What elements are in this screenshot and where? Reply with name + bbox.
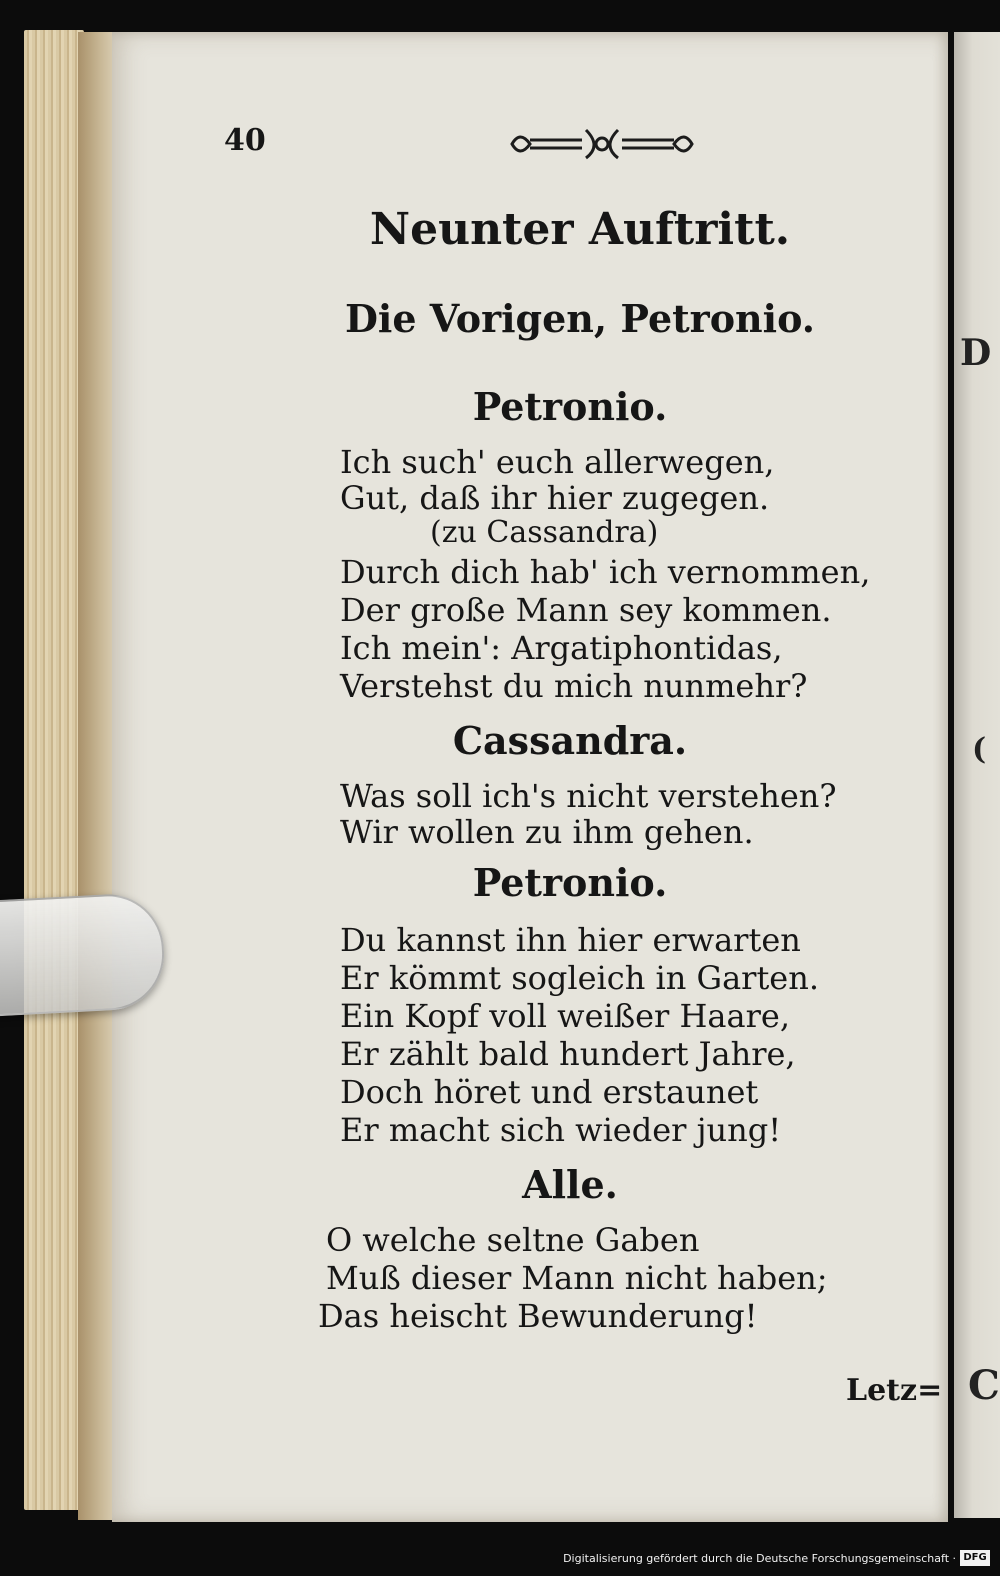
adjacent-page-glyph: C [968, 1362, 1000, 1409]
verse-line: Wir wollen zu ihm gehen. [340, 813, 754, 851]
verse-line: Gut, daß ihr hier zugegen. [340, 479, 770, 517]
dfg-logo: DFG [960, 1550, 990, 1566]
book-clip-icon [0, 892, 167, 1017]
speaker-name: Cassandra. [452, 718, 688, 763]
verse-line: Er macht sich wieder jung! [340, 1111, 782, 1149]
speaker-name: Alle. [522, 1162, 618, 1207]
verse-line: O welche seltne Gaben [326, 1221, 700, 1259]
digitization-credit: Digitalisierung gefördert durch die Deutsche Forschungsgemeinschaft · [563, 1552, 956, 1565]
book-gutter [78, 32, 114, 1520]
scene-title: Neunter Auftritt. [369, 204, 791, 255]
verse-line: Ich such' euch allerwegen, [340, 443, 775, 481]
verse-line: Der große Mann sey kommen. [340, 591, 832, 629]
catchword: Letz= [846, 1373, 943, 1408]
adjacent-page-glyph: D [960, 332, 992, 374]
speaker-name: Petronio. [472, 384, 668, 429]
verse-line: Muß dieser Mann nicht haben; [326, 1259, 828, 1297]
verse-line: Er zählt bald hundert Jahre, [340, 1035, 796, 1073]
cast-list: Die Vorigen, Petronio. [344, 296, 816, 341]
ornamental-rule-icon [506, 122, 698, 166]
verse-line: Er kömmt sogleich in Garten. [340, 959, 820, 997]
verse-line: Doch höret und erstaunet [340, 1073, 759, 1111]
verse-line: Verstehst du mich nunmehr? [340, 667, 808, 705]
book-fore-edge [24, 30, 84, 1510]
stage-direction: (zu Cassandra) [430, 515, 659, 550]
verse-line: Du kannst ihn hier erwarten [340, 921, 801, 959]
adjacent-page-edge [954, 32, 1000, 1518]
adjacent-page-glyph: ( [972, 732, 987, 767]
verse-line: Was soll ich's nicht verstehen? [340, 777, 837, 815]
verse-line: Das heischt Bewunderung! [318, 1297, 758, 1335]
verse-line: Durch dich hab' ich vernommen, [340, 553, 871, 591]
page-number: 40 [224, 123, 266, 158]
verse-line: Ich mein': Argatiphontidas, [340, 629, 783, 667]
speaker-name: Petronio. [472, 860, 668, 905]
verse-line: Ein Kopf voll weißer Haare, [340, 997, 790, 1035]
